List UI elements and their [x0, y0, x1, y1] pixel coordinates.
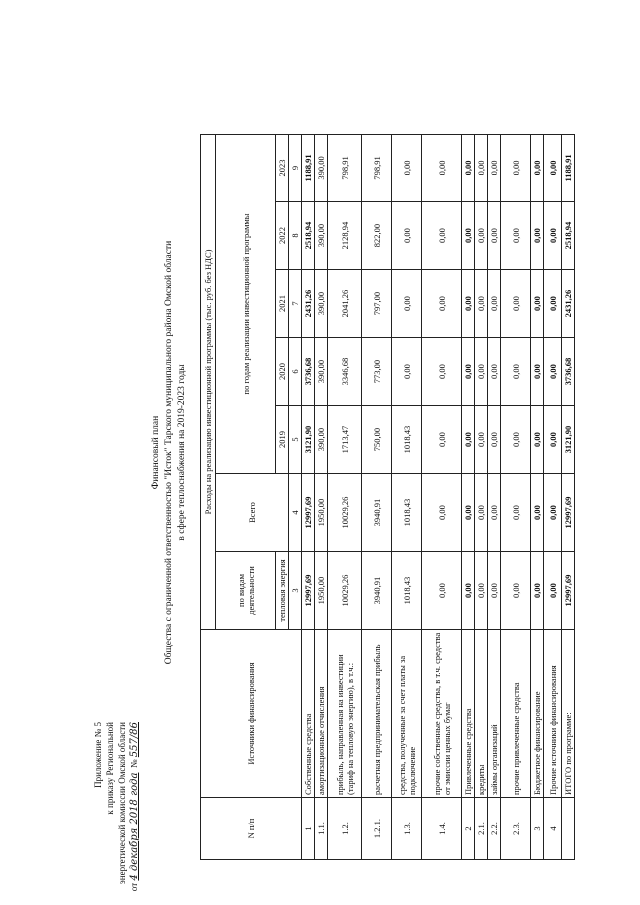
appendix-line-3: энергетической комиссии Омской области: [117, 722, 127, 885]
row-value: 0,00: [475, 134, 488, 201]
row-value: 12997,69: [302, 552, 315, 630]
row-value: 0,00: [501, 474, 531, 552]
row-value: 3940,91: [362, 474, 392, 552]
row-number: 1.2.1.: [362, 798, 392, 860]
table-row: [531, 134, 544, 859]
financial-plan-table: [200, 134, 575, 860]
table-row: [315, 134, 328, 859]
column-number: 3: [289, 552, 302, 630]
column-number: 6: [289, 338, 302, 406]
row-value: 0,00: [462, 134, 475, 201]
row-number: 3: [531, 798, 544, 860]
row-value: 0,00: [544, 202, 562, 270]
document-title-block: [150, 0, 189, 905]
row-value: 0,00: [531, 338, 544, 406]
row-value: 822,00: [362, 202, 392, 270]
row-value: 750,00: [362, 406, 392, 474]
table-body: [302, 134, 575, 859]
row-value: 0,00: [501, 202, 531, 270]
row-value: 0,00: [475, 406, 488, 474]
row-value: 798,91: [362, 134, 392, 201]
row-value: 1188,91: [302, 134, 315, 201]
row-value: 0,00: [544, 134, 562, 201]
row-value: 0,00: [422, 202, 462, 270]
row-value: 0,00: [462, 552, 475, 630]
row-value: 1713,47: [328, 406, 362, 474]
table-row: [362, 134, 392, 859]
row-value: 0,00: [531, 406, 544, 474]
row-value: 0,00: [501, 338, 531, 406]
row-value: 1188,91: [562, 134, 575, 201]
row-value: 0,00: [475, 270, 488, 338]
date-prefix: от: [129, 882, 139, 892]
row-number: 2.2.: [488, 798, 501, 860]
row-value: 390,00: [315, 202, 328, 270]
row-value: 12997,69: [562, 474, 575, 552]
row-value: 0,00: [488, 270, 501, 338]
table-row: [544, 134, 562, 859]
row-value: 0,00: [422, 552, 462, 630]
row-value: 2041,26: [328, 270, 362, 338]
row-source-name: Прочие источники финансирования: [544, 630, 562, 798]
handwritten-date: 4 декабря 2018 года: [129, 772, 140, 881]
row-value: 0,00: [488, 202, 501, 270]
row-source-name: расчетная предпринимательская прибыль: [362, 630, 392, 798]
row-value: 1950,00: [315, 552, 328, 630]
row-value: 798,91: [328, 134, 362, 201]
row-value: 0,00: [488, 134, 501, 201]
table-row: [328, 134, 362, 859]
row-source-name: средства, полученные за счет платы за подключение: [392, 630, 422, 798]
row-number: 2.3.: [501, 798, 531, 860]
row-value: 0,00: [531, 474, 544, 552]
row-value: 390,00: [315, 406, 328, 474]
table-row: [392, 134, 422, 859]
row-value: 0,00: [488, 552, 501, 630]
row-value: 0,00: [531, 552, 544, 630]
row-source-name: прочие собственные средства, в т.ч. средства от эмиссии ценных бумаг: [422, 630, 462, 798]
row-number: 2.1.: [475, 798, 488, 860]
row-value: 0,00: [392, 338, 422, 406]
table-row: [488, 134, 501, 859]
row-value: 10029,26: [328, 474, 362, 552]
header-year: 2020: [276, 338, 289, 406]
row-value: 0,00: [488, 338, 501, 406]
header-year: 2022: [276, 202, 289, 270]
row-value: 797,00: [362, 270, 392, 338]
row-number: [562, 798, 575, 860]
row-value: 10029,26: [328, 552, 362, 630]
handwritten-number: 557/86: [129, 722, 140, 758]
column-number: 8: [289, 202, 302, 270]
row-value: 0,00: [422, 134, 462, 201]
row-value: 2431,26: [562, 270, 575, 338]
column-number: 5: [289, 406, 302, 474]
row-value: 0,00: [544, 406, 562, 474]
row-value: 0,00: [475, 202, 488, 270]
row-value: 3736,68: [562, 338, 575, 406]
row-number: 1.4.: [422, 798, 462, 860]
row-source-name: амортизационные отчисления: [315, 630, 328, 798]
row-value: 390,00: [315, 134, 328, 201]
row-value: 0,00: [501, 270, 531, 338]
row-value: 0,00: [544, 474, 562, 552]
row-number: 1.3.: [392, 798, 422, 860]
row-value: 3940,91: [362, 552, 392, 630]
title-line-2: Общества с ограниченной ответственностью "Исток" Тарского муниципального района Омской области: [164, 240, 174, 665]
row-value: 0,00: [544, 270, 562, 338]
row-value: 390,00: [315, 270, 328, 338]
title-line-1: Финансовый план: [151, 415, 161, 490]
row-value: 0,00: [462, 202, 475, 270]
row-value: 0,00: [475, 474, 488, 552]
number-prefix: №: [129, 759, 139, 769]
row-source-name: ИТОГО по программе:: [562, 630, 575, 798]
table-row: [562, 134, 575, 859]
header-expenses: Расходы на реализацию инвестиционной программы (тыс. руб. без НДС): [201, 134, 216, 629]
header-year: 2023: [276, 134, 289, 201]
row-number: 1.1.: [315, 798, 328, 860]
header-total: Всего: [216, 474, 289, 552]
table-row: [302, 134, 315, 859]
row-source-name: займы организаций: [488, 630, 501, 798]
row-value: 3736,68: [302, 338, 315, 406]
column-number: 7: [289, 270, 302, 338]
row-value: 0,00: [544, 338, 562, 406]
row-value: 0,00: [501, 552, 531, 630]
row-value: 2518,94: [562, 202, 575, 270]
row-value: 0,00: [422, 270, 462, 338]
row-value: 2128,94: [328, 202, 362, 270]
row-value: 0,00: [501, 134, 531, 201]
row-number: 1: [302, 798, 315, 860]
appendix-line-2: к приказу Региональной: [105, 722, 115, 815]
row-value: 12997,69: [562, 552, 575, 630]
appendix-date-line: [128, 722, 141, 891]
row-source-name: Бюджетное финансирование: [531, 630, 544, 798]
header-source: Источники финансирования: [201, 630, 302, 798]
appendix-block: [92, 722, 141, 891]
row-value: 0,00: [488, 474, 501, 552]
column-number: 9: [289, 134, 302, 201]
row-value: 0,00: [392, 202, 422, 270]
header-heat-energy: тепловая энергия: [276, 552, 289, 630]
row-value: 0,00: [422, 406, 462, 474]
table-row: [462, 134, 475, 859]
row-value: 0,00: [501, 406, 531, 474]
header-year: 2021: [276, 270, 289, 338]
title-line-3: в сфере теплоснабжения на 2019-2023 годы: [177, 364, 187, 541]
row-source-name: Привлеченные средства: [462, 630, 475, 798]
column-number: 4: [289, 474, 302, 552]
row-source-name: прочие привлеченные средства: [501, 630, 531, 798]
row-value: 0,00: [475, 552, 488, 630]
header-num: N п/п: [201, 798, 302, 860]
row-number: 1.2.: [328, 798, 362, 860]
row-value: 0,00: [462, 338, 475, 406]
row-value: 0,00: [488, 406, 501, 474]
appendix-line-1: Приложение № 5: [93, 722, 103, 788]
row-value: 0,00: [475, 338, 488, 406]
row-value: 773,00: [362, 338, 392, 406]
row-source-name: прибыль, направленная на инвестиции (тариф на тепловую энергию), в т.ч.:: [328, 630, 362, 798]
row-source-name: Собственные средства: [302, 630, 315, 798]
row-value: 390,00: [315, 338, 328, 406]
row-value: 3346,68: [328, 338, 362, 406]
header-by-years: по годам реализации инвестиционной программы: [216, 134, 276, 473]
row-value: 0,00: [392, 134, 422, 201]
row-value: 0,00: [422, 338, 462, 406]
table-row: [422, 134, 462, 859]
header-year: 2019: [276, 406, 289, 474]
row-number: 4: [544, 798, 562, 860]
table-row: [501, 134, 531, 859]
row-value: 0,00: [392, 270, 422, 338]
row-number: 2: [462, 798, 475, 860]
row-value: 1018,43: [392, 474, 422, 552]
row-value: 0,00: [531, 134, 544, 201]
row-value: 1950,00: [315, 474, 328, 552]
row-value: 1018,43: [392, 552, 422, 630]
row-value: 3121,90: [302, 406, 315, 474]
row-value: 0,00: [422, 474, 462, 552]
row-value: 0,00: [531, 270, 544, 338]
row-value: 12997,69: [302, 474, 315, 552]
row-value: 0,00: [462, 406, 475, 474]
row-value: 2431,26: [302, 270, 315, 338]
row-value: 2518,94: [302, 202, 315, 270]
row-value: 1018,43: [392, 406, 422, 474]
row-value: 3121,90: [562, 406, 575, 474]
header-by-activity: по видам деятельности: [216, 552, 276, 630]
row-value: 0,00: [544, 552, 562, 630]
row-value: 0,00: [531, 202, 544, 270]
row-source-name: кредиты: [475, 630, 488, 798]
row-value: 0,00: [462, 474, 475, 552]
table-row: [475, 134, 488, 859]
row-value: 0,00: [462, 270, 475, 338]
